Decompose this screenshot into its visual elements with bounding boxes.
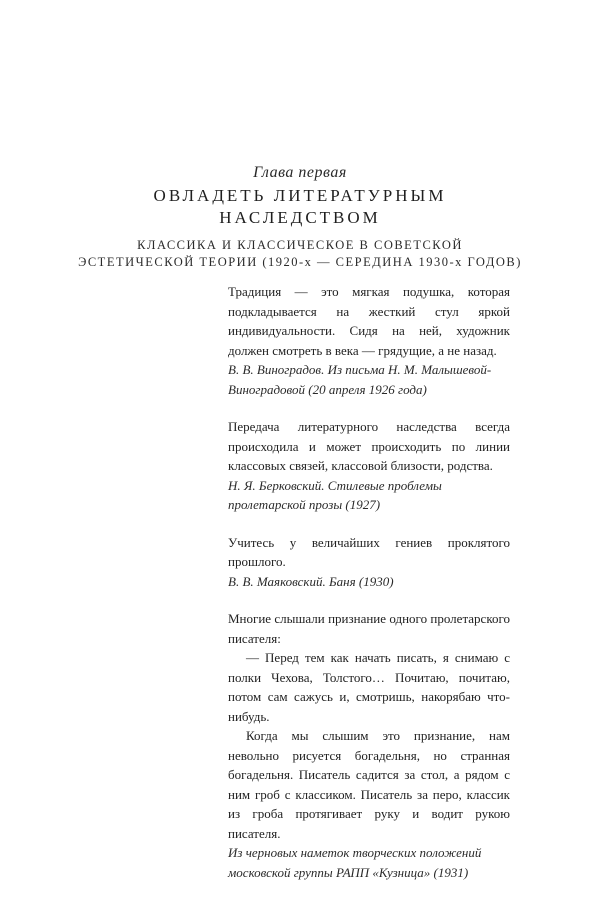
epigraph-text: Традиция — это мягкая подушка, которая подкладывается на жесткий стул яркой индивидуальности. Сидя на ней, художник должен смотреть в века — грядущие, а не назад. — [228, 284, 510, 358]
chapter-subtitle-line: КЛАССИКА И КЛАССИЧЕСКОЕ В СОВЕТСКОЙ — [137, 238, 463, 253]
epigraph-mayakovsky — [228, 533, 510, 592]
epigraph-vinogradov — [228, 282, 510, 399]
epigraph-berkovsky — [228, 417, 510, 515]
epigraph-attribution — [228, 572, 510, 592]
chapter-heading — [60, 163, 540, 271]
attribution-line: Виноградовой (20 апреля 1926 года) — [228, 381, 427, 397]
attribution-line: пролетарской прозы (1927) — [228, 497, 381, 512]
chapter-title-line: НАСЛЕДСТВОМ — [219, 208, 381, 228]
chapter-title-line: ОВЛАДЕТЬ ЛИТЕРАТУРНЫМ — [153, 186, 447, 206]
chapter-subtitle — [60, 237, 540, 271]
attribution-line: Н. Я. Берковский. Стилевые проблемы — [228, 477, 442, 493]
epigraph-text: Когда мы слышим это признание, нам невольно рисуется богадельня, но странная богадельня. Писатель садится за стол, а рядом с ним гроб с классиком. Писатель за перо, классик из гроба протягивает руку и водит рукою писателя. — [228, 728, 510, 841]
chapter-label: Глава первая — [253, 164, 347, 181]
epigraph-text: Учитесь у величайших гениев проклятого прошлого. — [228, 534, 510, 569]
attribution-line: В. В. Виноградов. Из письма Н. М. Малышевой- — [228, 362, 492, 377]
epigraph-attribution — [228, 476, 510, 515]
epigraph-text: Многие слышали признание одного пролетарского писателя: — [228, 611, 510, 646]
attribution-line: В. В. Маяковский. Баня (1930) — [228, 573, 394, 589]
epigraph-kuznitsa — [228, 609, 510, 882]
attribution-line: московской группы РАПП «Кузница» (1931) — [228, 864, 469, 880]
epigraphs — [228, 282, 510, 900]
attribution-line: Из черновых наметок творческих положений — [228, 845, 482, 860]
chapter-title — [60, 185, 540, 229]
epigraph-text: Передача литературного наследства всегда происходила и может происходить по линии классовых связей, классовой близости, родства. — [228, 419, 510, 473]
epigraph-attribution — [228, 843, 510, 882]
epigraph-attribution — [228, 360, 510, 399]
chapter-subtitle-line: ЭСТЕТИЧЕСКОЙ ТЕОРИИ (1920-х — СЕРЕДИНА 1930-х ГОДОВ) — [78, 255, 522, 270]
epigraph-text: — Перед тем как начать писать, я снимаю с полки Чехова, Толстого… Почитаю, почитаю, потом сам сажусь и, смотришь, накорябаю что-нибудь. — [228, 650, 510, 724]
